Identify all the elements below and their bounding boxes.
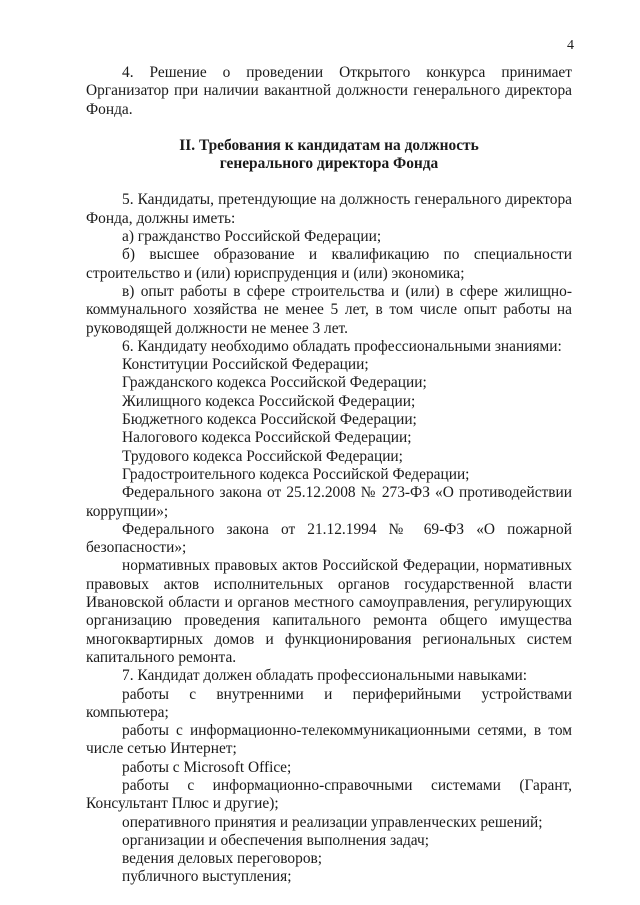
knowledge-item: Налогового кодекса Российской Федерации; — [122, 429, 412, 447]
section-heading-line-2: генерального директора Фонда — [219, 155, 439, 173]
requirement-c: в) опыт работы в сфере строительства и (или) в сфере жилищно-коммунального хозяйства не менее 5 лет, в том числе опыт работы на руководящей должности не менее 3 лет. — [86, 282, 572, 337]
page-number: 4 — [567, 38, 574, 53]
spacer — [86, 173, 572, 191]
knowledge-item: нормативных правовых актов Российской Федерации, нормативных правовых актов исполнительных органов государственной власти Ивановской области и органов местного самоуправления, регулирующих организацию проведения капитального ремонта общего имущества многоквартирных домов и функционирования региональных систем капитального ремонта. — [86, 557, 572, 666]
section-heading-line-1: II. Требования к кандидатам на должность — [179, 136, 479, 154]
skill-item: организации и обеспечения выполнения задач; — [122, 831, 430, 849]
spacer — [86, 119, 572, 137]
paragraph-6: 6. Кандидату необходимо обладать профессиональными знаниями: — [122, 337, 562, 355]
skill-item: работы с информационно-телекоммуникационными сетями, в том числе сетью Интернет; — [86, 722, 572, 758]
knowledge-item: Градостроительного кодекса Российской Федерации; — [122, 465, 470, 483]
skill-item: оперативного принятия и реализации управленческих решений; — [122, 813, 543, 831]
paragraph-5: 5. Кандидаты, претендующие на должность генерального директора Фонда, должны иметь: — [86, 191, 572, 227]
knowledge-item: Гражданского кодекса Российской Федерации; — [122, 374, 427, 392]
paragraph-7: 7. Кандидат должен обладать профессиональными навыками: — [122, 667, 527, 685]
skill-item: работы с внутренними и периферийными устройствами компьютера; — [86, 685, 572, 721]
skill-item: ведения деловых переговоров; — [122, 850, 323, 868]
paragraph-4: 4. Решение о проведении Открытого конкурса принимает Организатор при наличии вакантной должности генерального директора Фонда. — [86, 64, 572, 118]
requirement-b: б) высшее образование и квалификацию по специальности строительство и (или) юриспруденция и (или) экономика; — [86, 246, 572, 282]
knowledge-item: Федерального закона от 21.12.1994 № 69-ФЗ «О пожарной безопасности»; — [86, 520, 572, 557]
knowledge-item: Конституции Российской Федерации; — [122, 356, 369, 374]
skill-item: работы с информационно-справочными системами (Гарант, Консультант Плюс и другие); — [86, 776, 572, 813]
knowledge-item: Федерального закона от 25.12.2008 № 273-ФЗ «О противодействии коррупции»; — [86, 484, 572, 520]
requirement-a: а) гражданство Российской Федерации; — [122, 228, 382, 246]
knowledge-item: Трудового кодекса Российской Федерации; — [122, 447, 403, 465]
skill-item: работы с Microsoft Office; — [122, 758, 292, 776]
knowledge-item: Жилищного кодекса Российской Федерации; — [122, 392, 416, 410]
knowledge-item: Бюджетного кодекса Российской Федерации; — [122, 411, 417, 429]
skill-item: публичного выступления; — [122, 868, 292, 886]
document-body — [86, 64, 572, 887]
